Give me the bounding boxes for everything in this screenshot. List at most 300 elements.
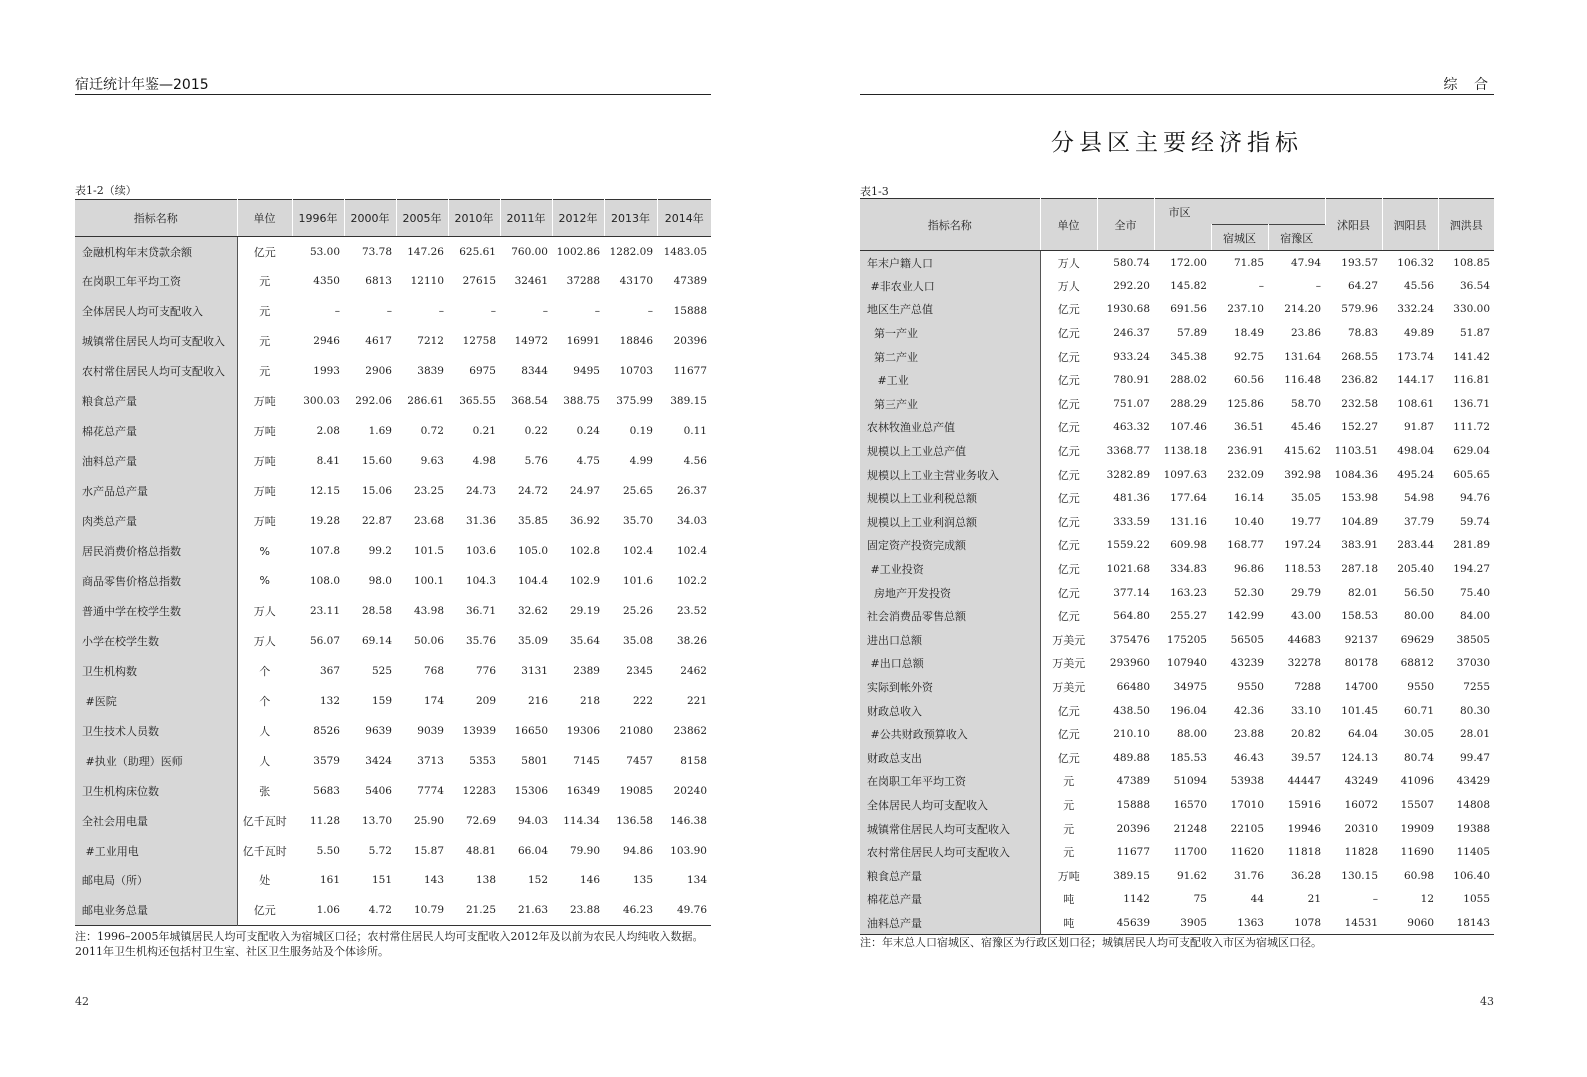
value-cell: 36.28 — [1290, 869, 1322, 882]
value-cell: 13.70 — [361, 814, 392, 827]
value-cell: 18143 — [1456, 916, 1491, 929]
value-cell: 43.00 — [1290, 610, 1322, 623]
value-cell: 38.26 — [676, 634, 707, 647]
value-cell: 47389 — [1116, 775, 1150, 788]
unit-cell: 万吨 — [237, 446, 292, 476]
value-cell: 35.08 — [622, 634, 653, 647]
value-cell: 91.87 — [1403, 421, 1435, 434]
value-cell: 236.82 — [1341, 374, 1379, 387]
row-label: 规模以上工业主营业务收入 — [860, 463, 1040, 487]
header-county-shuyang: 沭阳县 — [1325, 199, 1382, 251]
value-cell: 3131 — [521, 664, 548, 677]
row-label: 第二产业 — [860, 345, 1040, 369]
table-row — [860, 652, 1494, 676]
column-header: 2012年 — [552, 200, 604, 237]
value-cell: 23.52 — [676, 604, 707, 617]
value-cell: 16072 — [1344, 798, 1379, 811]
value-cell: 1559.22 — [1106, 539, 1150, 552]
value-cell: 49.76 — [676, 904, 707, 917]
value-cell: 332.24 — [1397, 303, 1435, 316]
table-row — [75, 716, 711, 746]
value-cell: 78.83 — [1347, 327, 1379, 340]
value-cell: 14808 — [1456, 798, 1491, 811]
value-cell: 91.62 — [1176, 869, 1207, 882]
value-cell: 377.14 — [1113, 586, 1150, 599]
value-cell: 66480 — [1116, 680, 1150, 693]
value-cell: 106.40 — [1453, 869, 1491, 882]
value-cell: 5683 — [313, 784, 340, 797]
value-cell: 22.87 — [361, 515, 392, 528]
unit-cell: 亿千瓦时 — [237, 836, 292, 866]
value-cell: 161 — [319, 874, 340, 887]
value-cell: 15916 — [1287, 798, 1322, 811]
value-cell: 34.03 — [676, 515, 707, 528]
row-label: 农林牧渔业总产值 — [860, 416, 1040, 440]
unit-cell: 亿元 — [237, 237, 292, 267]
value-cell: 0.19 — [629, 425, 653, 438]
value-cell: 1930.68 — [1106, 303, 1150, 316]
value-cell: 35.70 — [622, 515, 653, 528]
table-row — [75, 416, 711, 446]
row-label: #执业（助理）医师 — [75, 746, 237, 776]
value-cell: 92.75 — [1233, 350, 1264, 363]
value-cell: 12 — [1420, 893, 1435, 906]
row-label: 卫生技术人员数 — [75, 716, 237, 746]
row-label: 棉花总产量 — [860, 888, 1040, 912]
value-cell: 159 — [371, 694, 392, 707]
value-cell: – — [438, 305, 444, 318]
value-cell: – — [334, 305, 340, 318]
value-cell: 389.15 — [1113, 869, 1150, 882]
value-cell: – — [594, 305, 600, 318]
table-1-3 — [860, 198, 1494, 935]
value-cell: 103.90 — [670, 844, 707, 857]
value-cell: 3424 — [365, 754, 392, 767]
table-row — [860, 604, 1494, 628]
row-label: 邮电业务总量 — [75, 895, 237, 925]
right-page — [790, 0, 1587, 1077]
unit-cell: 个 — [237, 656, 292, 686]
value-cell: 292.06 — [355, 395, 392, 408]
table-note-right: 注：年末总人口宿城区、宿豫区为行政区划口径；城镇居民人均可支配收入市区为宿城区口径。 — [860, 936, 1322, 949]
value-cell: 19306 — [566, 724, 600, 737]
value-cell: 118.53 — [1284, 563, 1322, 576]
value-cell: 20310 — [1344, 822, 1379, 835]
value-cell: 32.62 — [517, 604, 548, 617]
value-cell: 69629 — [1400, 633, 1435, 646]
value-cell: 134 — [686, 874, 707, 887]
value-cell: 16349 — [566, 784, 600, 797]
row-label: 水产品总产量 — [75, 476, 237, 506]
unit-cell: 亿元 — [237, 895, 292, 925]
table-row — [75, 806, 711, 836]
value-cell: 12.15 — [309, 485, 340, 498]
value-cell: 60.71 — [1403, 704, 1435, 717]
value-cell: 0.72 — [420, 425, 444, 438]
value-cell: 255.27 — [1170, 610, 1207, 623]
value-cell: 39.57 — [1290, 751, 1322, 764]
value-cell: – — [1258, 279, 1264, 292]
value-cell: 152.27 — [1341, 421, 1379, 434]
value-cell: 495.24 — [1397, 468, 1435, 481]
value-cell: 151 — [371, 874, 392, 887]
value-cell: – — [647, 305, 653, 318]
value-cell: 108.85 — [1453, 256, 1491, 269]
value-cell: 1055 — [1463, 893, 1491, 906]
value-cell: 0.22 — [524, 425, 548, 438]
table-row — [860, 840, 1494, 864]
value-cell: 768 — [423, 664, 444, 677]
table-row — [860, 581, 1494, 605]
unit-cell: 元 — [237, 296, 292, 326]
header-county-sihong: 泗洪县 — [1438, 199, 1494, 251]
value-cell: 216 — [527, 694, 548, 707]
unit-cell: % — [237, 536, 292, 566]
value-cell: 94.86 — [622, 844, 653, 857]
page-number-left: 42 — [75, 995, 89, 1008]
value-cell: 94.76 — [1459, 492, 1491, 505]
value-cell: 30.05 — [1403, 728, 1435, 741]
value-cell: 236.91 — [1227, 445, 1264, 458]
value-cell: 7774 — [417, 784, 444, 797]
value-cell: 131.64 — [1284, 350, 1322, 363]
value-cell: – — [1372, 893, 1379, 906]
value-cell: 146.38 — [670, 814, 707, 827]
value-cell: 438.50 — [1113, 704, 1150, 717]
table-note-left: 注：1996–2005年城镇居民人均可支配收入为宿城区口径；农村常住居民人均可支配收入2012年及以前为农民人均纯收入数据。2011年卫生机构还包括村卫生室、社区卫生服务站及个体诊所。 — [75, 930, 704, 958]
value-cell: 31.36 — [465, 515, 496, 528]
value-cell: 53938 — [1230, 775, 1264, 788]
value-cell: 32461 — [514, 275, 548, 288]
row-label: 农村常住居民人均可支配收入 — [75, 356, 237, 386]
value-cell: 144.17 — [1397, 374, 1435, 387]
value-cell: 8158 — [680, 754, 707, 767]
value-cell: 102.4 — [622, 545, 653, 557]
table-row — [860, 463, 1494, 487]
table-header-row — [75, 200, 711, 237]
value-cell: 98.0 — [368, 574, 392, 587]
value-cell: 564.80 — [1113, 610, 1150, 623]
unit-cell: 万美元 — [1040, 675, 1097, 699]
row-label: 房地产开发投资 — [860, 581, 1040, 605]
value-cell: 92137 — [1344, 633, 1379, 646]
value-cell: 64.27 — [1347, 279, 1379, 292]
value-cell: 1103.51 — [1334, 445, 1379, 458]
unit-cell: 亿元 — [1040, 416, 1097, 440]
table-row — [75, 866, 711, 896]
column-header: 1996年 — [292, 200, 344, 237]
value-cell: – — [542, 305, 548, 318]
value-cell: 629.04 — [1453, 445, 1491, 458]
value-cell: – — [386, 305, 392, 318]
row-label: 普通中学在校学生数 — [75, 596, 237, 626]
unit-cell: 亿元 — [1040, 557, 1097, 581]
table-row — [860, 534, 1494, 558]
table-row — [860, 274, 1494, 298]
row-label: #工业投资 — [860, 557, 1040, 581]
value-cell: 99.2 — [368, 545, 392, 557]
value-cell: 25.90 — [413, 814, 444, 827]
row-label: 粮食总产量 — [75, 386, 237, 416]
value-cell: 136.58 — [616, 814, 653, 827]
table-row — [860, 510, 1494, 534]
value-cell: 11677 — [1116, 846, 1150, 859]
value-cell: 23.88 — [569, 904, 600, 917]
value-cell: 489.88 — [1113, 751, 1150, 764]
value-cell: 43170 — [619, 275, 653, 288]
unit-cell: 处 — [237, 866, 292, 896]
value-cell: 99.47 — [1459, 751, 1491, 764]
value-cell: 463.32 — [1113, 421, 1150, 434]
value-cell: 145.82 — [1170, 279, 1207, 292]
unit-cell: 亿千瓦时 — [237, 806, 292, 836]
value-cell: 100.1 — [413, 574, 444, 587]
value-cell: 36.51 — [1233, 421, 1264, 434]
table-row — [860, 251, 1494, 275]
value-cell: 138 — [475, 874, 496, 887]
unit-cell: 亿元 — [1040, 581, 1097, 605]
value-cell: 23.11 — [309, 604, 340, 617]
value-cell: 9.63 — [420, 455, 444, 468]
row-label: 财政总收入 — [860, 699, 1040, 723]
value-cell: 21248 — [1173, 822, 1207, 835]
unit-cell: 人 — [237, 746, 292, 776]
unit-cell: 元 — [1040, 840, 1097, 864]
value-cell: 7145 — [573, 754, 600, 767]
value-cell: 3368.77 — [1106, 445, 1150, 458]
value-cell: 38505 — [1456, 633, 1491, 646]
row-label: #工业 — [860, 368, 1040, 392]
unit-cell: 万人 — [1040, 251, 1097, 275]
column-header: 2010年 — [448, 200, 500, 237]
header-name: 指标名称 — [860, 199, 1040, 251]
value-cell: 101.45 — [1341, 704, 1379, 717]
value-cell: 51.87 — [1459, 327, 1491, 340]
value-cell: 286.61 — [407, 395, 444, 408]
value-cell: 22105 — [1230, 822, 1264, 835]
unit-cell: 元 — [237, 356, 292, 386]
table-row — [75, 746, 711, 776]
value-cell: 103.6 — [465, 545, 496, 557]
value-cell: 147.26 — [407, 245, 444, 258]
column-header: 2000年 — [344, 200, 396, 237]
column-header: 单位 — [237, 200, 292, 237]
value-cell: 36.54 — [1459, 279, 1491, 292]
value-cell: 7457 — [626, 754, 653, 767]
value-cell: 142.99 — [1227, 610, 1264, 623]
value-cell: 0.24 — [576, 425, 600, 438]
row-label: 邮电局（所） — [75, 866, 237, 896]
unit-cell: 万人 — [1040, 274, 1097, 298]
value-cell: 1.69 — [368, 425, 392, 438]
table-1-2 — [75, 199, 711, 926]
row-label: 粮食总产量 — [860, 864, 1040, 888]
unit-cell: 亿元 — [1040, 439, 1097, 463]
value-cell: 44683 — [1287, 633, 1322, 646]
value-cell: 31.76 — [1233, 869, 1264, 882]
value-cell: 776 — [475, 664, 496, 677]
value-cell: 605.65 — [1453, 468, 1491, 481]
value-cell: 135 — [632, 874, 653, 887]
value-cell: 114.34 — [563, 814, 600, 827]
value-cell: 102.2 — [676, 574, 707, 587]
unit-cell: 亿元 — [1040, 463, 1097, 487]
value-cell: – — [1315, 279, 1322, 292]
value-cell: 35.85 — [517, 515, 548, 528]
value-cell: 9039 — [417, 724, 444, 737]
value-cell: 45.46 — [1290, 421, 1322, 434]
value-cell: 60.56 — [1233, 374, 1264, 387]
table-row — [75, 656, 711, 686]
value-cell: 5801 — [521, 754, 548, 767]
value-cell: 5.76 — [524, 455, 548, 468]
unit-cell: 亿元 — [1040, 345, 1097, 369]
table-row — [860, 911, 1494, 935]
row-label: 第一产业 — [860, 321, 1040, 345]
value-cell: 104.3 — [465, 574, 496, 587]
value-cell: 13939 — [462, 724, 496, 737]
table-row — [75, 566, 711, 596]
value-cell: 84.00 — [1459, 610, 1491, 623]
row-label: 城镇常住居民人均可支配收入 — [75, 326, 237, 356]
value-cell: 7212 — [417, 335, 444, 348]
value-cell: 80.74 — [1403, 751, 1435, 764]
unit-cell: 万吨 — [237, 476, 292, 506]
value-cell: 232.09 — [1227, 468, 1264, 481]
value-cell: 23862 — [673, 724, 707, 737]
value-cell: 12110 — [410, 275, 444, 288]
unit-cell: 亿元 — [1040, 298, 1097, 322]
value-cell: 96.86 — [1233, 563, 1264, 576]
value-cell: 64.04 — [1347, 728, 1379, 741]
row-label: 实际到帐外资 — [860, 675, 1040, 699]
table-row — [860, 770, 1494, 794]
value-cell: 15.06 — [361, 485, 392, 498]
value-cell: 368.54 — [511, 395, 548, 408]
value-cell: 15306 — [514, 784, 548, 797]
value-cell: 56.07 — [309, 634, 340, 647]
value-cell: 46.23 — [622, 904, 653, 917]
value-cell: 14972 — [514, 335, 548, 348]
value-cell: 35.05 — [1290, 492, 1322, 505]
value-cell: 168.77 — [1227, 539, 1264, 552]
value-cell: 131.16 — [1170, 515, 1207, 528]
value-cell: 580.74 — [1113, 256, 1150, 269]
value-cell: 105.0 — [517, 545, 548, 557]
value-cell: 20396 — [1116, 822, 1150, 835]
value-cell: 88.00 — [1176, 728, 1207, 741]
unit-cell: 元 — [1040, 793, 1097, 817]
value-cell: 2345 — [626, 664, 653, 677]
value-cell: 5.72 — [368, 844, 392, 857]
unit-cell: 亿元 — [1040, 486, 1097, 510]
value-cell: 1078 — [1294, 916, 1322, 929]
value-cell: 3905 — [1180, 916, 1207, 929]
value-cell: 221 — [686, 694, 707, 707]
unit-cell: 亿元 — [1040, 604, 1097, 628]
table-row — [75, 596, 711, 626]
value-cell: 1282.09 — [609, 245, 653, 258]
value-cell: 0.11 — [683, 425, 707, 438]
table-row — [860, 368, 1494, 392]
header-suyu: 宿豫区 — [1268, 225, 1325, 251]
value-cell: 10703 — [619, 365, 653, 378]
table-row — [860, 699, 1494, 723]
value-cell: 392.98 — [1284, 468, 1322, 481]
value-cell: 6975 — [469, 365, 496, 378]
value-cell: 94.03 — [517, 814, 548, 827]
value-cell: 35.09 — [517, 634, 548, 647]
value-cell: 11690 — [1400, 846, 1435, 859]
unit-cell: 吨 — [1040, 888, 1097, 912]
table-row — [75, 476, 711, 506]
value-cell: 72.69 — [465, 814, 496, 827]
column-header: 指标名称 — [75, 200, 237, 237]
header-urban: 市区 — [1154, 199, 1325, 225]
value-cell: 609.98 — [1170, 539, 1207, 552]
value-cell: 101.5 — [413, 545, 444, 557]
value-cell: 80178 — [1344, 657, 1379, 670]
value-cell: 58.70 — [1290, 397, 1322, 410]
unit-cell: 亿元 — [1040, 368, 1097, 392]
value-cell: 82.01 — [1347, 586, 1379, 599]
row-label: 农村常住居民人均可支配收入 — [860, 840, 1040, 864]
value-cell: 196.04 — [1170, 704, 1207, 717]
value-cell: 246.37 — [1113, 327, 1150, 340]
unit-cell: 万人 — [237, 626, 292, 656]
value-cell: 16.14 — [1233, 492, 1264, 505]
value-cell: 9550 — [1237, 680, 1264, 693]
value-cell: 8.41 — [316, 455, 340, 468]
value-cell: 177.64 — [1170, 492, 1207, 505]
value-cell: 124.13 — [1341, 751, 1379, 764]
table-row — [860, 888, 1494, 912]
value-cell: 300.03 — [303, 395, 340, 408]
value-cell: 4350 — [313, 275, 340, 288]
running-head-right: 综 合 — [860, 74, 1494, 95]
value-cell: 205.40 — [1397, 563, 1435, 576]
value-cell: – — [490, 305, 496, 318]
header-unit: 单位 — [1040, 199, 1097, 251]
header-city: 全市 — [1097, 199, 1154, 251]
value-cell: 16570 — [1173, 798, 1207, 811]
value-cell: 19085 — [619, 784, 653, 797]
value-cell: 2946 — [313, 335, 340, 348]
value-cell: 498.04 — [1397, 445, 1435, 458]
value-cell: 383.91 — [1341, 539, 1379, 552]
value-cell: 11818 — [1287, 846, 1322, 859]
row-label: 全社会用电量 — [75, 806, 237, 836]
table-row — [75, 386, 711, 416]
value-cell: 43429 — [1456, 775, 1491, 788]
table-row — [75, 895, 711, 925]
unit-cell: 吨 — [1040, 911, 1097, 935]
row-label: 固定资产投资完成额 — [860, 534, 1040, 558]
value-cell: 43249 — [1344, 775, 1379, 788]
header-county-siyang: 泗阳县 — [1382, 199, 1438, 251]
unit-cell: 万人 — [237, 596, 292, 626]
value-cell: 37.79 — [1403, 515, 1435, 528]
table-label-1-3: 表1-3 — [860, 185, 889, 198]
value-cell: 19388 — [1456, 822, 1491, 835]
value-cell: 68812 — [1400, 657, 1435, 670]
value-cell: 2.08 — [316, 425, 340, 438]
row-label: #公共财政预算收入 — [860, 722, 1040, 746]
value-cell: 780.91 — [1113, 374, 1150, 387]
value-cell: 5406 — [365, 784, 392, 797]
row-label: 地区生产总值 — [860, 298, 1040, 322]
column-header: 2014年 — [657, 200, 711, 237]
